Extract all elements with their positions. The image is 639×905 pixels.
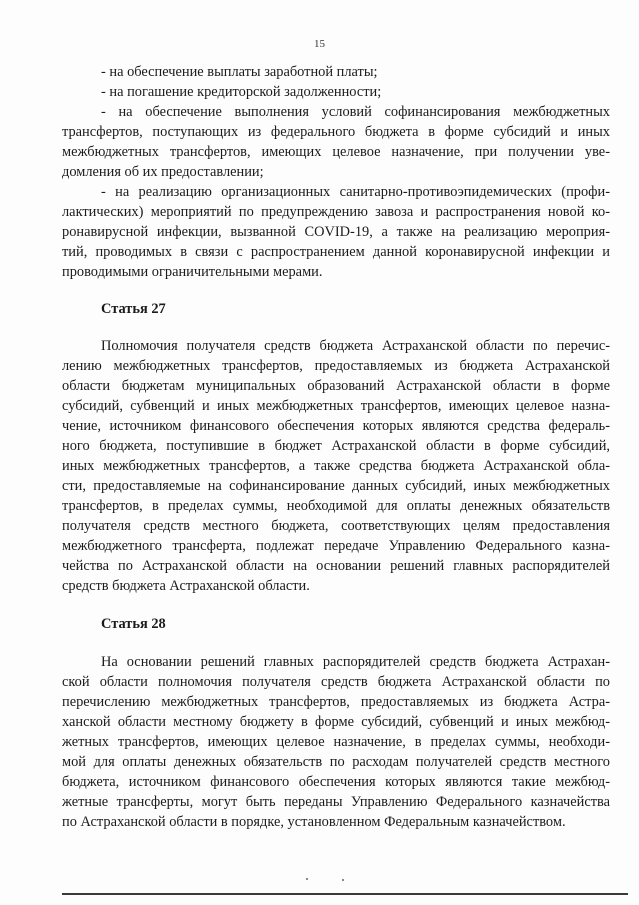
text-line: ронавирусной инфекции, вызванной COVID-19, а также на реализацию мероприя- — [62, 224, 610, 240]
page-bottom-edge — [62, 893, 628, 895]
text-line: тий, проводимых в связи с распространением данной коронавирусной инфекции и — [62, 244, 610, 260]
article-27-line: субсидий, субвенций и иных межбюджетных трансфертов, имеющих целевое назна- — [62, 398, 610, 414]
article-27-line: иных межбюджетных трансфертов, а также средства бюджета Астраханской обла- — [62, 458, 610, 474]
article-27-heading: Статья 27 — [101, 301, 166, 317]
text-line: домления об их предоставлении; — [62, 164, 264, 180]
article-28-line: ханской области местному бюджету в форме субсидий, субвенций и иных межбюд- — [62, 714, 610, 730]
page-number: 15 — [314, 38, 325, 50]
list-item-salary: - на обеспечение выплаты заработной платы; — [101, 64, 378, 80]
article-27-line: лению межбюджетных трансфертов, предоставляемых из бюджета Астраханской — [62, 358, 610, 374]
list-item-cofinancing: - на обеспечение выполнения условий софинансирования межбюджетных — [101, 104, 610, 120]
article-28-line: перечислению межбюджетных трансфертов, предоставляемых из бюджета Астра- — [62, 694, 610, 710]
article-28-line: мой для оплаты денежных обязательств по расходам получателей средств местного — [62, 754, 610, 770]
article-28-line: жетные трансферты, могут быть переданы Управлению Федерального казначейства — [62, 794, 610, 810]
article-27-line: получателя средств местного бюджета, соответствующих целям предоставления — [62, 518, 610, 534]
text-line: межбюджетных трансфертов, имеющих целевое назначение, при получении уве- — [62, 144, 610, 160]
article-28-heading: Статья 28 — [101, 616, 166, 632]
article-28-line: На основании решений главных распорядителей средств бюджета Астрахан- — [101, 654, 610, 670]
article-27-line: Полномочия получателя средств бюджета Астраханской области по перечис- — [101, 338, 610, 354]
article-28-line: ской области полномочия получателя средств бюджета Астраханской области по — [62, 674, 610, 690]
text-line: лактических) мероприятий по предупреждению завоза и распространения новой ко- — [62, 204, 610, 220]
article-27-line: средств бюджета Астраханской области. — [62, 578, 310, 594]
list-item-debt: - на погашение кредиторской задолженности; — [101, 84, 382, 100]
article-28-line: бюджета, источником финансового обеспечения которых являются такие межбюд- — [62, 774, 610, 790]
text-line: проводимыми ограничительными мерами. — [62, 264, 323, 280]
list-item-covid: - на реализацию организационных санитарно-противоэпидемических (профи- — [101, 184, 610, 200]
text-line: трансфертов, поступающих из федерального бюджета в форме субсидий и иных — [62, 124, 610, 140]
scan-speck — [342, 879, 344, 881]
article-28-line: жетных трансфертов, имеющих целевое назначение, в пределах суммы, необходи- — [62, 734, 610, 750]
scan-speck — [306, 878, 308, 880]
article-27-line: межбюджетного трансферта, подлежат передаче Управлению Федерального казна- — [62, 538, 610, 554]
article-27-line: чейства по Астраханской области на основании решений главных распорядителей — [62, 558, 610, 574]
article-28-line: по Астраханской области в порядке, установленном Федеральным казначейством. — [62, 814, 566, 830]
article-27-line: трансфертов, в пределах суммы, необходимой для оплаты денежных обязательств — [62, 498, 610, 514]
article-27-line: ного бюджета, поступившие в бюджет Астраханской области в форме субсидий, — [62, 438, 610, 454]
article-27-line: сти, предоставляемые на софинансирование данных субсидий, иных межбюджетных — [62, 478, 610, 494]
article-27-line: чение, источником финансового обеспечения которых являются средства федераль- — [62, 418, 610, 434]
article-27-line: области бюджетам муниципальных образований Астраханской области в форме — [62, 378, 610, 394]
